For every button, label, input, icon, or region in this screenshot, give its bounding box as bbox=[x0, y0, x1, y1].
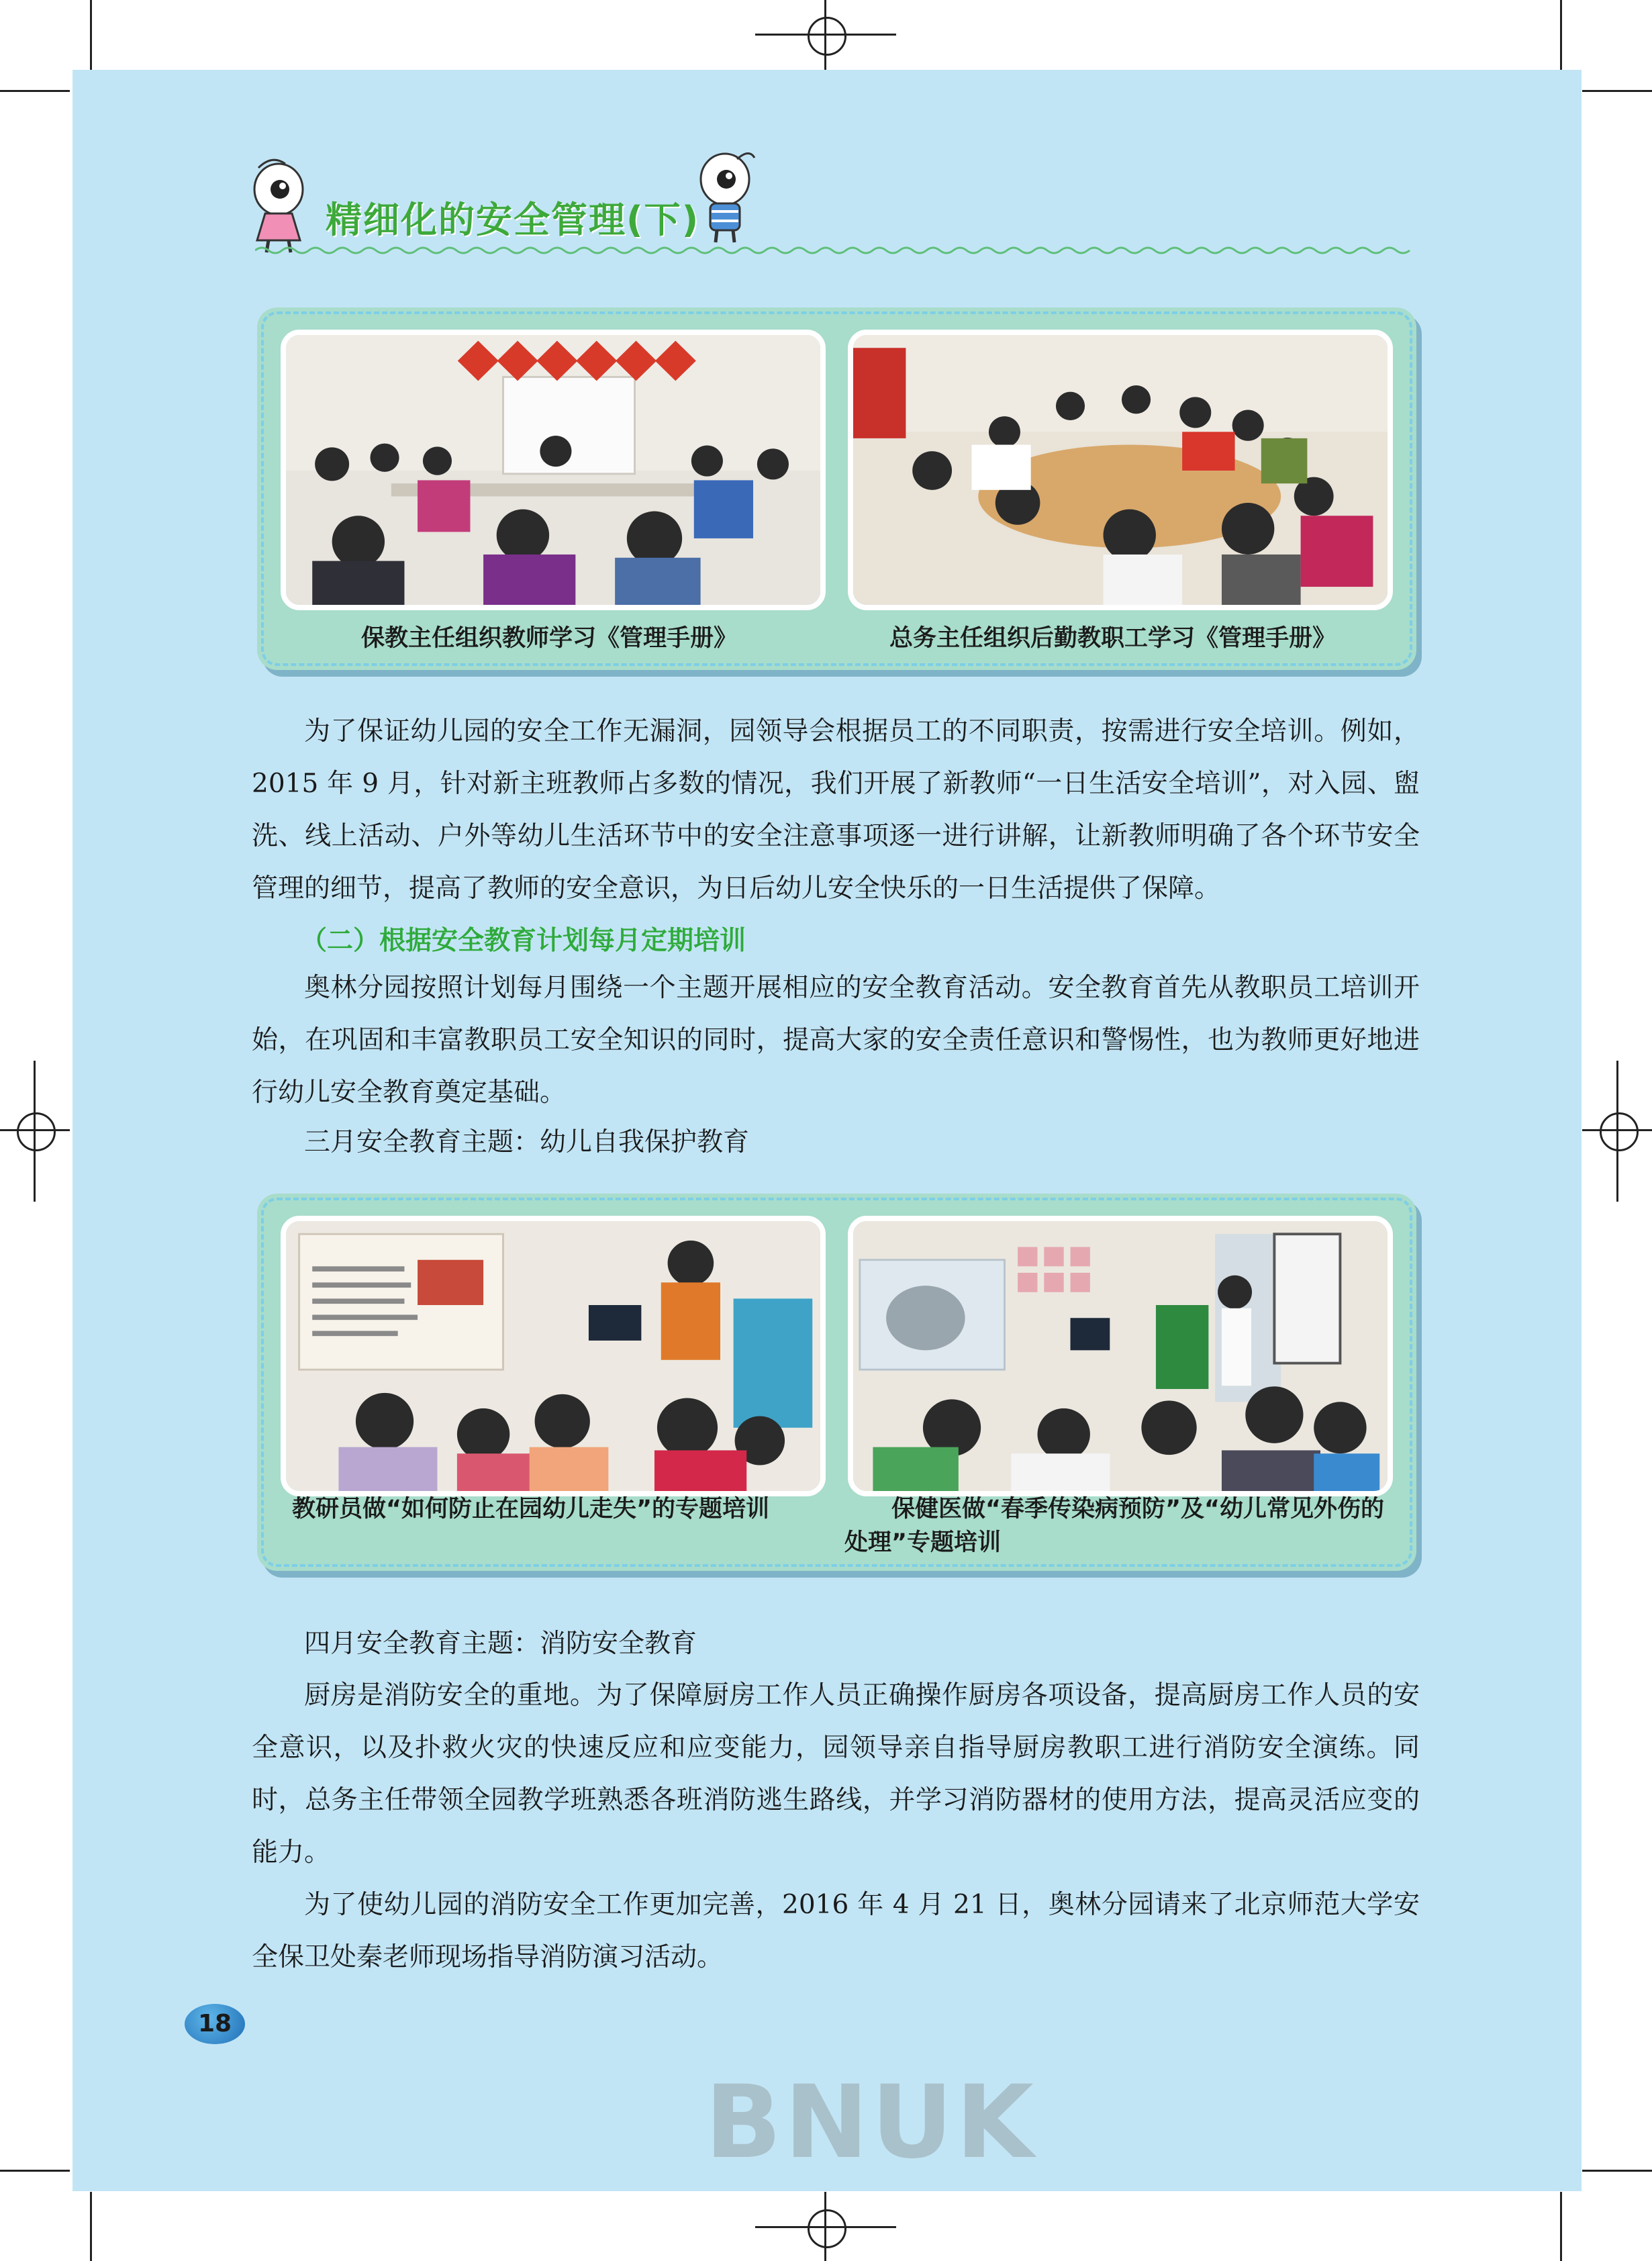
page-title: 精细化的安全管理(下) bbox=[326, 199, 700, 241]
registration-mark bbox=[808, 2209, 846, 2248]
march-theme: 三月安全教育主题：幼儿自我保护教育 bbox=[304, 1127, 750, 1157]
photo-panel-bottom bbox=[257, 1194, 1416, 1571]
crop-mark bbox=[1560, 0, 1562, 70]
photo-panel-top bbox=[257, 307, 1416, 670]
caption-child-safety-training: 教研员做“如何防止在园幼儿走失”的专题培训 bbox=[292, 1496, 770, 1523]
caption-health-training: 保健医做“春季传染病预防”及“幼儿常见外伤的处理”专题培训 bbox=[844, 1496, 1385, 1556]
crop-mark bbox=[0, 90, 70, 92]
paragraph-4: 为了使幼儿园的消防安全工作更加完善，2016 年 4 月 21 日，奥林分园请来了北京师范大学安全保卫处秦老师现场指导消防演习活动。 bbox=[252, 1890, 1420, 1972]
april-theme: 四月安全教育主题：消防安全教育 bbox=[304, 1629, 697, 1659]
crop-mark bbox=[1582, 90, 1652, 92]
chapter-header bbox=[175, 144, 1423, 258]
photo-teacher-training bbox=[281, 330, 826, 610]
crop-mark bbox=[90, 2192, 92, 2261]
photo-logistics-training bbox=[848, 330, 1393, 610]
header-wave-divider bbox=[255, 245, 1416, 256]
crop-mark bbox=[0, 2170, 70, 2172]
watermark: BNUK bbox=[705, 2064, 1036, 2181]
paragraph-1: 为了保证幼儿园的安全工作无漏洞，园领导会根据员工的不同职责，按需进行安全培训。例如，2015 年 9 月，针对新主班教师占多数的情况，我们开展了新教师“一日生活安全培训”，对入园、盥洗、线上活动、户外等幼儿生活环节中的安全注意事项逐一进行讲解，让新教师明确了各个环节安全管理的细节，提高了教师的安全意识，为日后幼儿安全快乐的一日生活提供了保障。 bbox=[252, 716, 1420, 904]
crop-mark bbox=[1582, 2170, 1652, 2172]
paragraph-3: 厨房是消防安全的重地。为了保障厨房工作人员正确操作厨房各项设备，提高厨房工作人员的安全意识，以及扑救火灾的快速反应和应变能力，园领导亲自指导厨房教职工进行消防安全演练。同时，总务主任带领全园教学班熟悉各班消防逃生路线，并学习消防器材的使用方法，提高灵活应变的能力。 bbox=[252, 1680, 1420, 1868]
registration-mark bbox=[1600, 1112, 1639, 1151]
mascot-boy-icon bbox=[685, 144, 765, 245]
registration-mark bbox=[17, 1112, 56, 1151]
photo-health-training bbox=[848, 1216, 1393, 1496]
mascot-girl-icon bbox=[238, 154, 319, 255]
crop-mark bbox=[1560, 2192, 1562, 2261]
page-number: 18 bbox=[185, 2004, 245, 2044]
photo-child-safety-training bbox=[281, 1216, 826, 1496]
paragraph-2: 奥林分园按照计划每月围绕一个主题开展相应的安全教育活动。安全教育首先从教职员工培训开始，在巩固和丰富教职员工安全知识的同时，提高大家的安全责任意识和警惕性，也为教师更好地进行幼儿安全教育奠定基础。 bbox=[252, 973, 1420, 1108]
crop-mark bbox=[90, 0, 92, 70]
registration-mark bbox=[808, 17, 846, 56]
section-heading: （二）根据安全教育计划每月定期培训 bbox=[301, 926, 746, 956]
caption-teacher-training: 保教主任组织教师学习《管理手册》 bbox=[361, 625, 738, 652]
caption-logistics-training: 总务主任组织后勤教职工学习《管理手册》 bbox=[889, 625, 1337, 652]
